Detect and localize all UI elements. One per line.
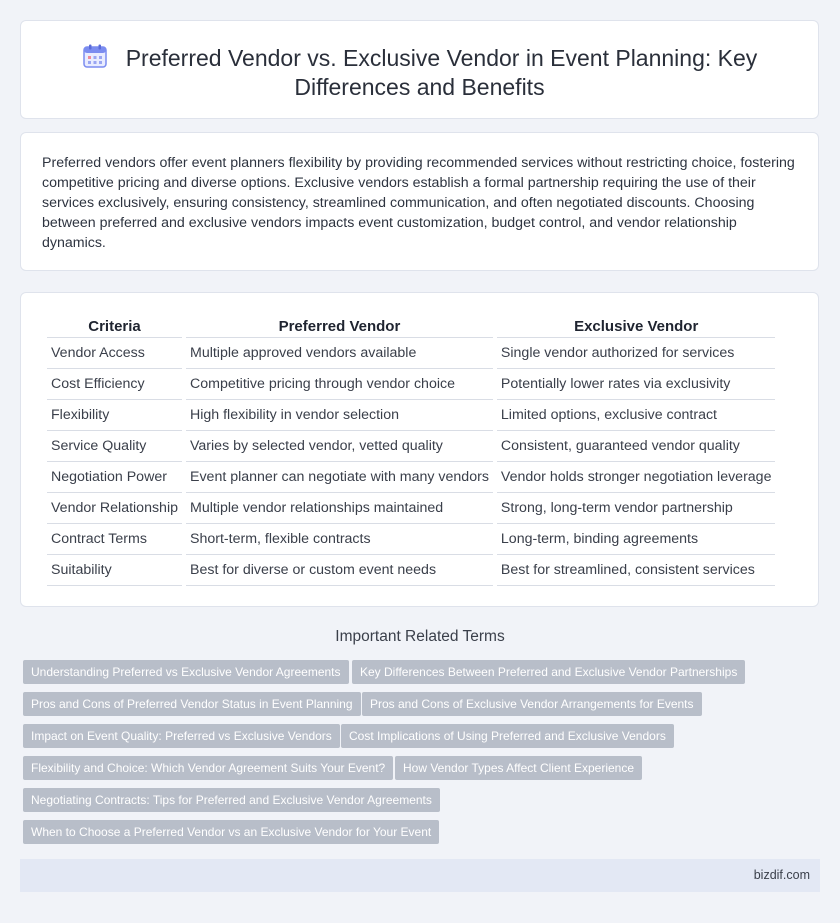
table-row [47,493,775,524]
exclusive-cell: Consistent, guaranteed vendor quality [497,431,776,462]
table-row [47,524,775,555]
table-row [47,462,775,493]
table-row [47,555,775,586]
related-term-link[interactable]: Understanding Preferred vs Exclusive Vendor Agreements [23,660,349,684]
criteria-cell: Vendor Relationship [47,493,182,524]
title-card [20,20,819,119]
related-term-link[interactable]: Negotiating Contracts: Tips for Preferred and Exclusive Vendor Agreements [23,788,440,812]
criteria-cell: Suitability [47,555,182,586]
preferred-cell: Best for diverse or custom event needs [186,555,493,586]
related-term-link[interactable]: Cost Implications of Using Preferred and Exclusive Vendors [341,724,674,748]
table-header-row [47,315,775,338]
intro-paragraph: Preferred vendors offer event planners flexibility by providing recommended services without restricting choice, fostering competitive pricing and diverse options. Exclusive vendors establish a formal partnership requiring the use of their services exclusively, ensuring consistency, streamlined communication, and often negotiated discounts. Choosing between preferred and exclusive vendors impacts event customization, budget control, and vendor relationship dynamics. [42,155,795,251]
comparison-card [20,292,819,607]
comparison-table [43,315,779,586]
table-row [47,400,775,431]
exclusive-cell: Limited options, exclusive contract [497,400,776,431]
related-term-link[interactable]: Key Differences Between Preferred and Exclusive Vendor Partnerships [352,660,745,684]
criteria-cell: Negotiation Power [47,462,182,493]
preferred-cell: Short-term, flexible contracts [186,524,493,555]
criteria-cell: Contract Terms [47,524,182,555]
header-exclusive: Exclusive Vendor [497,315,776,338]
header-criteria: Criteria [47,315,182,338]
exclusive-cell: Potentially lower rates via exclusivity [497,369,776,400]
related-term-link[interactable]: When to Choose a Preferred Vendor vs an Exclusive Vendor for Your Event [23,820,439,844]
table-row [47,431,775,462]
related-term-link[interactable]: Impact on Event Quality: Preferred vs Exclusive Vendors [23,724,340,748]
exclusive-cell: Long-term, binding agreements [497,524,776,555]
preferred-cell: Competitive pricing through vendor choice [186,369,493,400]
criteria-cell: Flexibility [47,400,182,431]
criteria-cell: Vendor Access [47,338,182,369]
table-row [47,369,775,400]
related-term-link[interactable]: How Vendor Types Affect Client Experience [395,756,642,780]
exclusive-cell: Best for streamlined, consistent services [497,555,776,586]
site-name: bizdif.com [753,868,810,882]
exclusive-cell: Strong, long-term vendor partnership [497,493,776,524]
page-title: Preferred Vendor vs. Exclusive Vendor in Event Planning: Key Differences and Benefits [125,45,758,100]
related-term-link[interactable]: Pros and Cons of Exclusive Vendor Arrangements for Events [362,692,702,716]
header-preferred: Preferred Vendor [186,315,493,338]
criteria-cell: Cost Efficiency [47,369,182,400]
table-row [47,338,775,369]
preferred-cell: Event planner can negotiate with many vendors [186,462,493,493]
related-term-link[interactable]: Flexibility and Choice: Which Vendor Agreement Suits Your Event? [23,756,393,780]
criteria-cell: Service Quality [47,431,182,462]
footer [20,859,820,892]
related-term-link[interactable]: Pros and Cons of Preferred Vendor Status in Event Planning [23,692,361,716]
related-terms-heading: Important Related Terms [335,628,505,645]
exclusive-cell: Vendor holds stronger negotiation leverage [497,462,776,493]
preferred-cell: High flexibility in vendor selection [186,400,493,431]
preferred-cell: Multiple approved vendors available [186,338,493,369]
calendar-icon [82,43,108,69]
page-title-wrap [61,43,778,102]
exclusive-cell: Single vendor authorized for services [497,338,776,369]
preferred-cell: Varies by selected vendor, vetted quality [186,431,493,462]
intro-card [20,132,819,271]
preferred-cell: Multiple vendor relationships maintained [186,493,493,524]
